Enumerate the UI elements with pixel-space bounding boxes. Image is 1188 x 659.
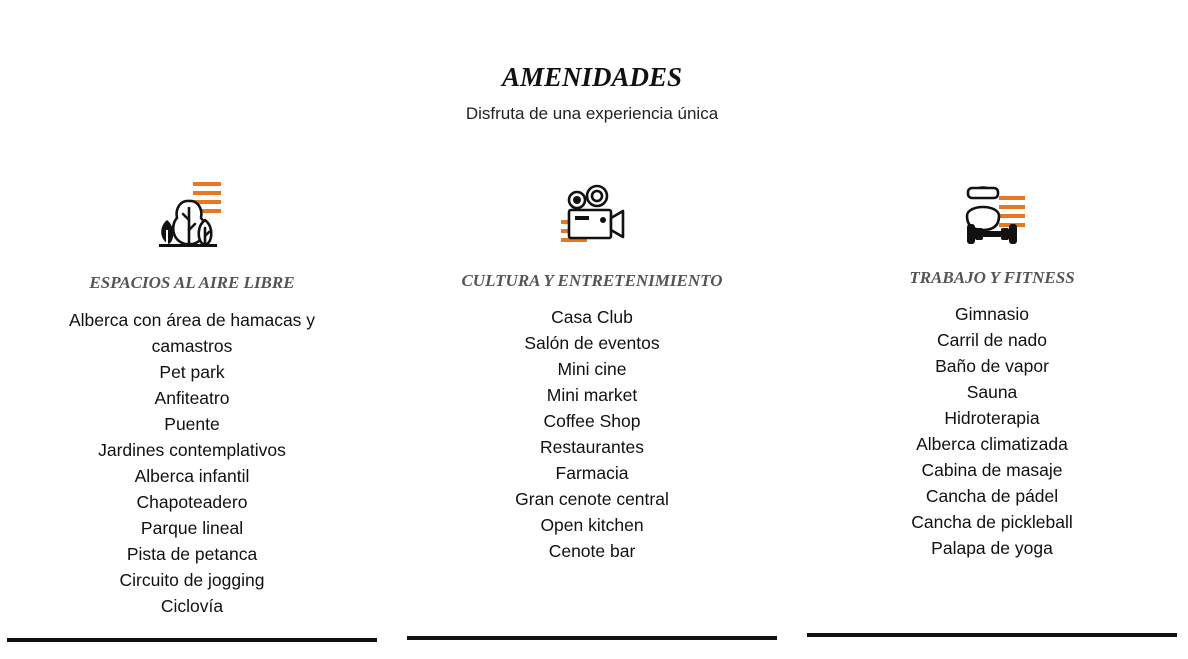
amenity-list-culture <box>407 304 777 564</box>
list-item: Puente <box>164 414 220 434</box>
page-subtitle: Disfruta de una experiencia única <box>465 104 719 123</box>
list-item: Restaurantes <box>539 437 645 457</box>
list-item: Alberca infantil <box>134 466 250 486</box>
category-heading-fitness: TRABAJO Y FITNESS <box>909 268 1075 287</box>
list-item: Mini cine <box>557 359 627 379</box>
list-item: Carril de nado <box>937 330 1047 350</box>
column-divider-rule <box>7 638 377 642</box>
list-item: Anfiteatro <box>154 388 230 408</box>
list-item: Gran cenote central <box>515 489 669 509</box>
list-item: Chapoteadero <box>136 492 248 512</box>
list-item: Palapa de yoga <box>931 538 1053 558</box>
category-heading-outdoor: ESPACIOS AL AIRE LIBRE <box>89 273 295 292</box>
list-item: Coffee Shop <box>543 411 641 431</box>
list-item: Cabina de masaje <box>921 460 1063 480</box>
column-divider-rule <box>407 636 777 640</box>
list-item: Cancha de pickleball <box>911 512 1073 532</box>
list-item: Baño de vapor <box>935 356 1049 376</box>
list-item: Circuito de jogging <box>119 570 265 590</box>
list-item: Pet park <box>159 362 225 382</box>
list-item: Casa Club <box>551 307 633 327</box>
kettlebell-dumbbell-icon <box>807 180 1177 250</box>
list-item: Jardines contemplativos <box>98 440 286 460</box>
list-item: Cenote bar <box>548 541 636 561</box>
list-item: Pista de petanca <box>126 544 258 564</box>
list-item: Cancha de pádel <box>925 486 1059 506</box>
amenity-list-outdoor <box>7 307 377 619</box>
list-item: Farmacia <box>555 463 629 483</box>
list-item: Alberca climatizada <box>916 434 1068 454</box>
list-item: Gimnasio <box>955 304 1029 324</box>
list-item: Sauna <box>966 382 1018 402</box>
page-title: AMENIDADES <box>501 62 683 92</box>
amenity-list-fitness <box>807 301 1177 561</box>
trees-icon <box>7 180 377 250</box>
list-item: Open kitchen <box>540 515 644 535</box>
column-divider-rule <box>807 633 1177 637</box>
list-item: Hidroterapia <box>944 408 1040 428</box>
list-item: Ciclovía <box>160 596 224 616</box>
list-item: Mini market <box>546 385 638 405</box>
list-item: Alberca con área de hamacas y camastros <box>68 310 316 356</box>
list-item: Parque lineal <box>140 518 244 538</box>
list-item: Salón de eventos <box>524 333 660 353</box>
category-heading-culture: CULTURA Y ENTRETENIMIENTO <box>461 271 723 290</box>
movie-camera-icon <box>407 180 777 250</box>
